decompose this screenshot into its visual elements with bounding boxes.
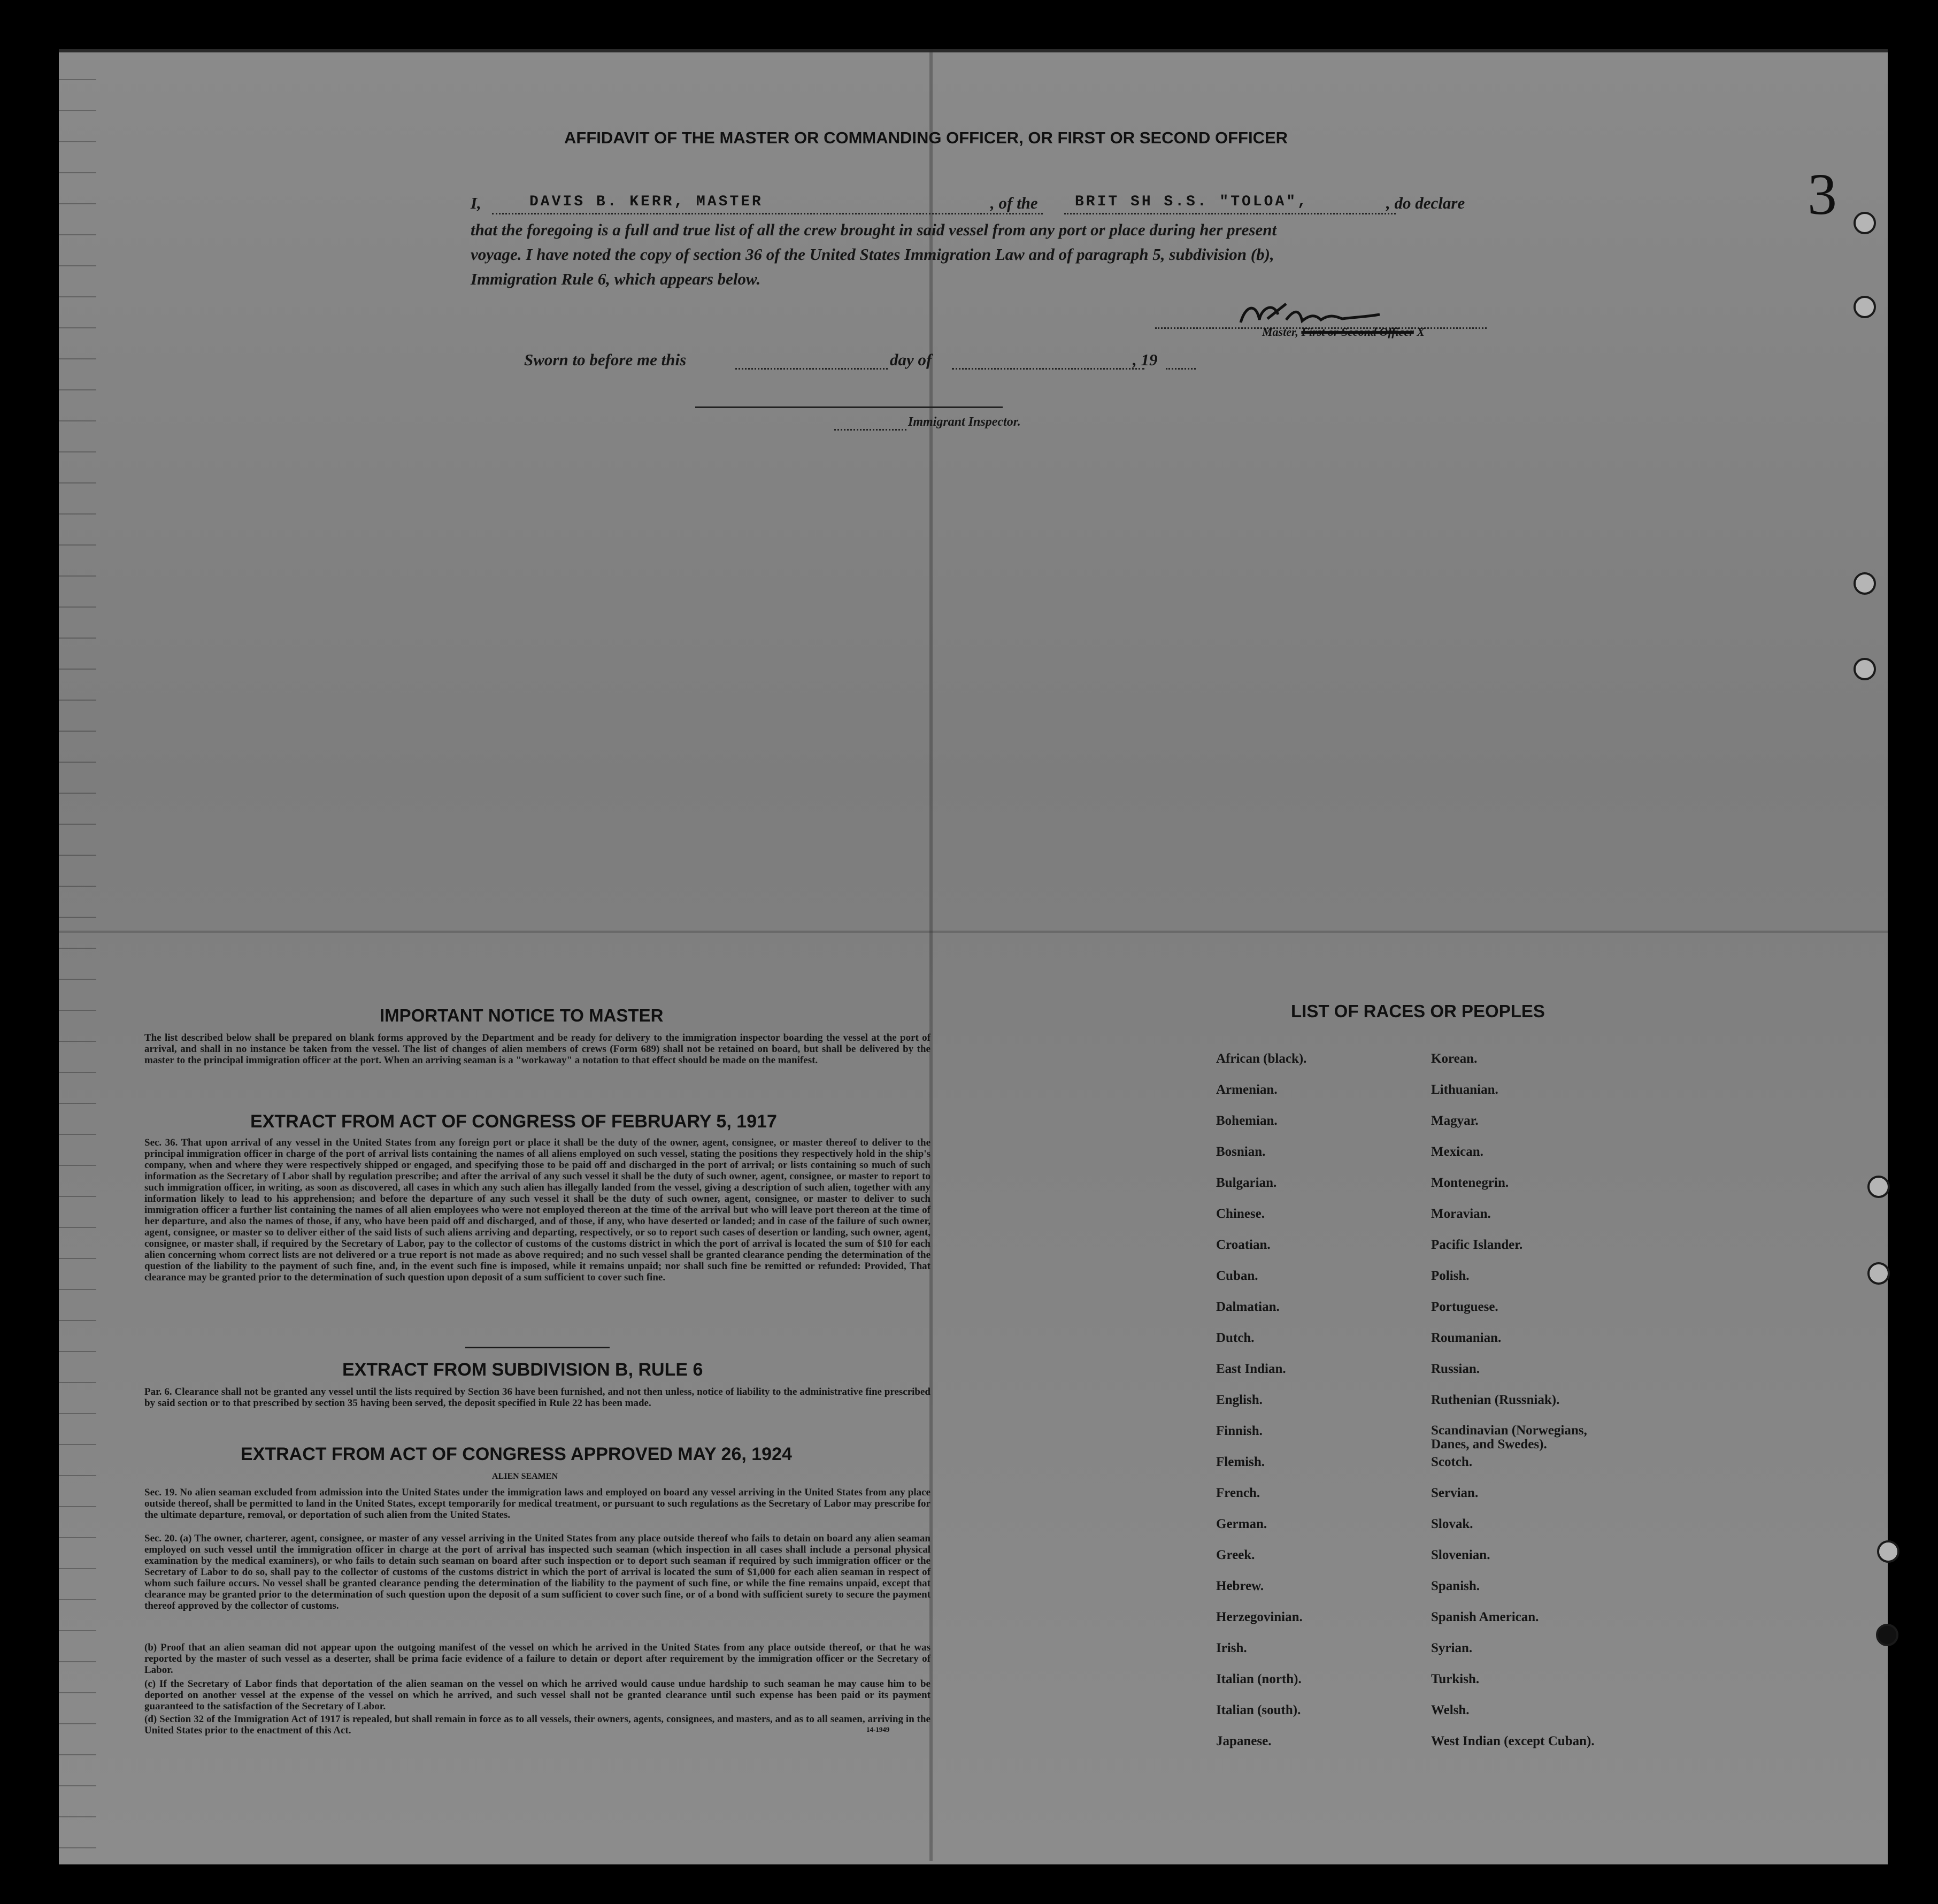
subdivision-title: EXTRACT FROM SUBDIVISION B, RULE 6 xyxy=(342,1360,703,1380)
race-item: Mexican. xyxy=(1431,1145,1483,1159)
race-item: Scandinavian (Norwegians, Danes, and Swedes). xyxy=(1431,1423,1587,1452)
affidavit-of-the: , of the xyxy=(990,194,1038,212)
race-item: Pacific Islander. xyxy=(1431,1238,1523,1252)
race-item: Bosnian. xyxy=(1216,1145,1266,1159)
race-item: Lithuanian. xyxy=(1431,1082,1498,1097)
extract-1924-subtitle: ALIEN SEAMEN xyxy=(492,1472,558,1481)
race-item: Italian (north). xyxy=(1216,1672,1302,1686)
extract-1917-body: Sec. 36. That upon arrival of any vessel in the United States from any foreign port or place it shall be the duty of the owner, agent, consignee, or master thereof to deliver to the principal immigration officer in charge of the port of arrival lists containing the names of all aliens employed on such vessel, stating the positions they respectively hold in the ship's company, when and where they were respectively shipped or engaged, and specifying those to be paid off and discharged in the port of arrival; or lists containing so much of such information as the Secretary of Labor shall by regulation prescribe; and after the arrival of any such vessel it shall be the duty of such owner, agent, consignee, or master to report to such immigration officer, in writing, as soon as discovered, all cases in which any such alien has illegally landed from the vessel, giving a description of such alien, together with any information likely to lead to his apprehension; and before the departure of any such vessel it shall be the duty of such owner, agent, consignee, or master to deliver to such immigration officer a further list containing the names of all alien employees who were not employed thereon at the time of the arrival but who will leave port thereon at the time of her departure, and also the names of those, if any, who have been paid off and discharged, and of those, if any, who have deserted or landed; and in case of the failure of such owner, agent, consignee, or master so to deliver either of the said lists of such aliens arriving and departing, respectively, or so to report such cases of desertion or landing, such owner, agent, consignee, or master shall, if required by the Secretary of Labor, pay to the collector of customs of the customs district in which the port of arrival is located the sum of $10 for each alien concerning whom correct lists are not delivered or a true report is not made as above required; and no such vessel shall be granted clearance pending the determination of the question of the liability to the payment of such fine, and, in the event such fine is imposed, while it remains unpaid; nor shall such fine be remitted or refunded: Provided, That clearance may be granted prior to the determination of such question upon deposit of a sum sufficient to cover such fine. xyxy=(144,1137,930,1283)
race-item: Irish. xyxy=(1216,1641,1247,1655)
race-item: Roumanian. xyxy=(1431,1331,1502,1345)
race-item: Portuguese. xyxy=(1431,1300,1498,1314)
inspector-sign-line xyxy=(695,406,1003,408)
affidavit-line-2: that the foregoing is a full and true list of all the crew brought in said vessel from any port or place during her present xyxy=(471,220,1277,239)
race-item: Bohemian. xyxy=(1216,1114,1278,1128)
race-item: West Indian (except Cuban). xyxy=(1431,1734,1595,1748)
race-item: Servian. xyxy=(1431,1486,1479,1500)
year-line xyxy=(1166,368,1196,370)
race-item: Scotch. xyxy=(1431,1455,1473,1469)
sworn-text: Sworn to before me this xyxy=(524,350,687,369)
race-item: Moravian. xyxy=(1431,1207,1491,1221)
affidavit-title: AFFIDAVIT OF THE MASTER OR COMMANDING OFFICER, OR FIRST OR SECOND OFFICER xyxy=(564,128,1288,147)
notice-title: IMPORTANT NOTICE TO MASTER xyxy=(380,1005,664,1025)
extract-1924-sec20b: (b) Proof that an alien seaman did not appear upon the outgoing manifest of the vessel on which he arrived in the United States from any place outside thereof, or that he was reported by the master of such vessel as a deserter, shall be prima facie evidence of a failure to detain or deport after requirement by the immigration officer or the Secretary of Labor. xyxy=(144,1642,930,1676)
extract-1924-title: EXTRACT FROM ACT OF CONGRESS APPROVED MAY 26, 1924 xyxy=(241,1444,792,1464)
race-item: Croatian. xyxy=(1216,1238,1271,1252)
inspector-label: Immigrant Inspector. xyxy=(908,415,1021,429)
inspector-line xyxy=(834,429,906,431)
race-item: Dalmatian. xyxy=(1216,1300,1280,1314)
master-name: DAVIS B. KERR, MASTER xyxy=(529,194,763,210)
vessel-name: BRIT SH S.S. "TOLOA", xyxy=(1075,194,1309,210)
race-item: East Indian. xyxy=(1216,1362,1286,1376)
affidavit-line-3: voyage. I have noted the copy of section 36 of the United States Immigration Law and of paragraph 5, subdivision (b), xyxy=(471,245,1274,264)
race-item: Welsh. xyxy=(1431,1703,1470,1717)
race-item: African (black). xyxy=(1216,1051,1307,1066)
punch-hole-icon xyxy=(1877,1540,1899,1563)
race-item: Greek. xyxy=(1216,1548,1255,1562)
sworn-month-line xyxy=(952,368,1144,370)
extract-1924-sec20a: Sec. 20. (a) The owner, charterer, agent, consignee, or master of any vessel arriving in the United States from any place outside thereof who fails to detain on board any alien seaman employed on such vessel until the immigration officer in charge at the port of arrival has inspected such seaman (which inspection in all cases shall include a personal physical examination by the medical examiners), or who fails to detain such seaman on board after such inspection or to deport such seaman if required by such immigration officer or the Secretary of Labor to do so, shall pay to the collector of customs of the customs district in which the port of arrival is located the sum of $1,000 for each alien seaman in respect of whom such failure occurs. No vessel shall be granted clearance pending the determination of the liability to the payment of such fine, or while the fine remains unpaid, except that clearance may be granted prior to the determination of such question upon the deposit of a sum sufficient to cover such fine, or of a bond with sufficient surety to secure the payment thereof approved by the collector of customs. xyxy=(144,1533,930,1611)
race-item: Ruthenian (Russniak). xyxy=(1431,1393,1560,1407)
punch-hole-icon xyxy=(1854,572,1876,595)
race-item: Armenian. xyxy=(1216,1082,1278,1097)
race-item: Slovenian. xyxy=(1431,1548,1490,1562)
punch-hole-icon xyxy=(1854,658,1876,680)
race-item: Dutch. xyxy=(1216,1331,1255,1345)
race-item: Montenegrin. xyxy=(1431,1176,1509,1190)
year-text: , 19 xyxy=(1133,350,1158,369)
subdivision-body: Par. 6. Clearance shall not be granted any vessel until the lists required by Section 36 have been furnished, and not then unless, notice of liability to the administrative fine prescribed by said section or to that prescribed by section 35 having been served, the deposit specified in Rule 22 has been made. xyxy=(144,1386,930,1409)
race-item: Finnish. xyxy=(1216,1424,1263,1438)
ruled-margin xyxy=(59,49,96,1861)
race-item: Italian (south). xyxy=(1216,1703,1301,1717)
race-item: Syrian. xyxy=(1431,1641,1473,1655)
race-item: Hebrew. xyxy=(1216,1579,1264,1593)
signature-caption xyxy=(1262,325,1425,339)
race-item: Spanish. xyxy=(1431,1579,1480,1593)
punch-hole-icon xyxy=(1854,212,1876,234)
signature-master-label: Master, xyxy=(1262,325,1298,339)
race-item: Russian. xyxy=(1431,1362,1480,1376)
vessel-line xyxy=(1064,213,1396,214)
extract-1924-sec20c: (c) If the Secretary of Labor finds that deportation of the alien seaman on the vessel on which he arrived would cause undue hardship to such seaman he may cause him to be deported on another vessel at the expense of the vessel on which he arrived, and such vessel shall not be granted clearance until such expense has been paid or its payment guaranteed to the satisfaction of the Secretary of Labor. xyxy=(144,1678,930,1712)
signature-x: X xyxy=(1417,325,1425,339)
day-of-text: day of xyxy=(890,350,932,369)
race-item: Japanese. xyxy=(1216,1734,1272,1748)
extract-1917-title: EXTRACT FROM ACT OF CONGRESS OF FEBRUARY 5, 1917 xyxy=(250,1111,777,1132)
race-item: German. xyxy=(1216,1517,1267,1531)
race-item: Cuban. xyxy=(1216,1269,1258,1283)
form-number: 14-1949 xyxy=(866,1725,890,1733)
divider-rule xyxy=(465,1347,610,1348)
stamp-number: 3 xyxy=(1808,162,1837,227)
race-item: Bulgarian. xyxy=(1216,1176,1277,1190)
punch-hole-icon xyxy=(1876,1624,1898,1646)
race-item: Magyar. xyxy=(1431,1114,1479,1128)
race-item: Turkish. xyxy=(1431,1672,1480,1686)
races-column-2 xyxy=(1431,1051,1608,1765)
affidavit-i: I, xyxy=(471,194,481,212)
race-item: Korean. xyxy=(1431,1051,1478,1066)
race-item: Herzegovinian. xyxy=(1216,1610,1303,1624)
master-name-line xyxy=(492,213,1043,214)
races-column-1 xyxy=(1216,1051,1306,1765)
race-item: Spanish American. xyxy=(1431,1610,1539,1624)
extract-1924-sec20d: (d) Section 32 of the Immigration Act of 1917 is repealed, but shall remain in force as to all vessels, their owners, agents, consignees, and masters, and as to all seamen, arriving in the United States prior to the enactment of this Act. xyxy=(144,1714,930,1736)
race-item: Flemish. xyxy=(1216,1455,1265,1469)
affidavit-line-4: Immigration Rule 6, which appears below. xyxy=(471,270,761,288)
extract-1924-sec19: Sec. 19. No alien seaman excluded from admission into the United States under the immigration laws and employed on board any vessel arriving in the United States from any place outside thereof, shall be permitted to land in the United States, except temporarily for medical treatment, or pursuant to such regulations as the Secretary of Labor may prescribe for the ultimate departure, removal, or deportation of such alien from the United States. xyxy=(144,1487,930,1521)
race-item: Polish. xyxy=(1431,1269,1470,1283)
signature-struck-label: First or Second Officer xyxy=(1301,325,1414,339)
race-item: English. xyxy=(1216,1393,1263,1407)
race-item: Chinese. xyxy=(1216,1207,1265,1221)
punch-hole-icon xyxy=(1867,1262,1890,1285)
punch-hole-icon xyxy=(1867,1176,1890,1198)
punch-hole-icon xyxy=(1854,296,1876,318)
race-item: Slovak. xyxy=(1431,1517,1473,1531)
affidavit-do-declare: , do declare xyxy=(1386,194,1465,212)
horizontal-fold xyxy=(59,931,1888,933)
sworn-day-line xyxy=(735,368,888,370)
notice-body: The list described below shall be prepared on blank forms approved by the Department and be ready for delivery to the immigration inspector boarding the vessel at the port of arrival, and shall in no instance be taken from the vessel. The list of changes of alien members of crews (Form 689) shall not be retained on board, but shall be delivered by the master to the principal immigration officer at the port. When an arriving seaman is a "workaway" a notation to that effect should be made on the manifest. xyxy=(144,1032,930,1066)
race-item: French. xyxy=(1216,1486,1260,1500)
races-title: LIST OF RACES OR PEOPLES xyxy=(1291,1001,1545,1021)
